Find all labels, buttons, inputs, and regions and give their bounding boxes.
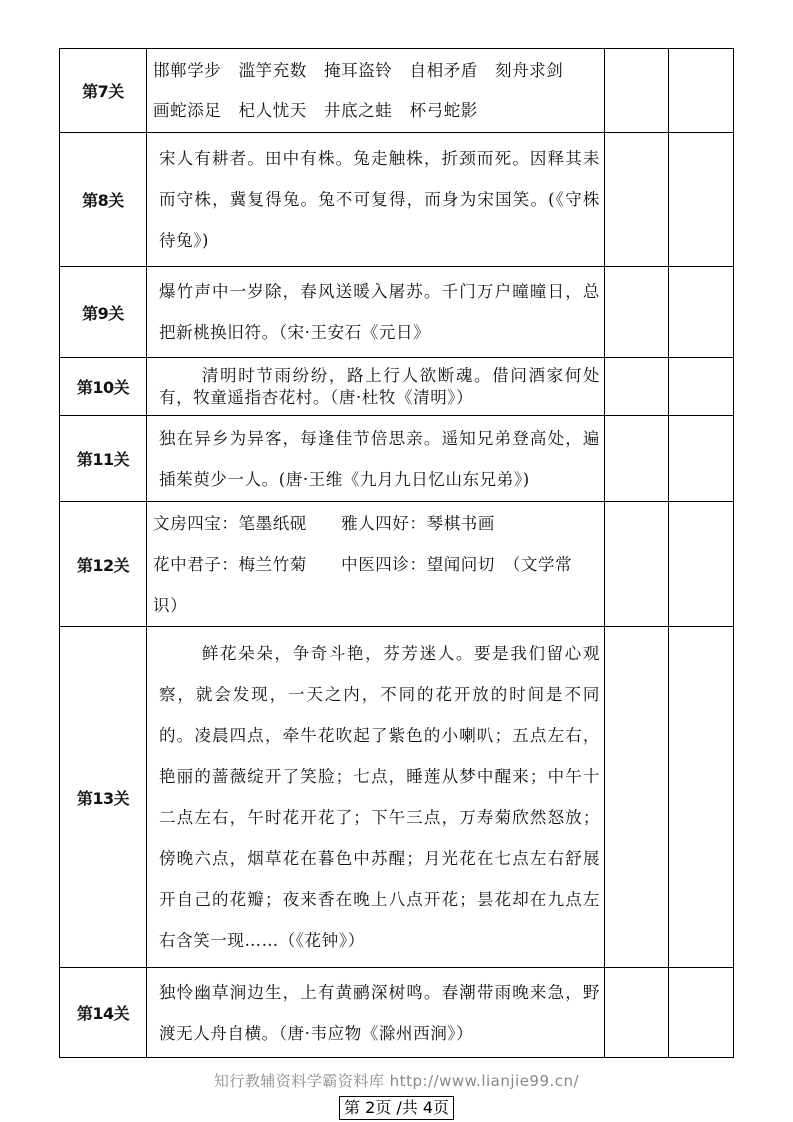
blank-cell	[605, 49, 669, 133]
footer-watermark: 知行教辅资料学霸资料库 http://www.lianjie99.cn/	[213, 1072, 580, 1090]
level-label: 第8关	[60, 133, 147, 267]
table-row	[60, 49, 734, 133]
level-content: 独在异乡为异客，每逢佳节倍思亲。遥知兄弟登高处，遍插茱萸少一人。(唐·王维《九月九日忆山东兄弟》)	[147, 416, 605, 502]
blank-cell	[669, 502, 734, 627]
page-number-area	[0, 1096, 793, 1120]
blank-cell	[605, 267, 669, 358]
knowledge-line: 花中君子：梅兰竹菊 中医四诊：望闻问切 （文学常	[153, 554, 573, 574]
blank-cell	[605, 416, 669, 502]
level-content	[147, 49, 605, 133]
blank-cell	[605, 502, 669, 627]
blank-cell	[605, 133, 669, 267]
level-content	[147, 502, 605, 627]
level-label: 第13关	[60, 627, 147, 968]
level-content: 独怜幽草涧边生，上有黄鹂深树鸣。春潮带雨晚来急，野渡无人舟自横。（唐·韦应物《滁州西涧》）	[147, 968, 605, 1058]
blank-cell	[605, 968, 669, 1058]
blank-cell	[669, 267, 734, 358]
table-row	[60, 267, 734, 358]
blank-cell	[669, 627, 734, 968]
table-row	[60, 968, 734, 1058]
level-label: 第10关	[60, 358, 147, 416]
table-row	[60, 502, 734, 627]
blank-cell	[605, 358, 669, 416]
blank-cell	[605, 627, 669, 968]
idiom-line: 邯郸学步 滥竽充数 掩耳盗铃 自相矛盾 刻舟求剑	[153, 60, 564, 80]
level-content: 鲜花朵朵，争奇斗艳，芬芳迷人。要是我们留心观察，就会发现，一天之内，不同的花开放的时间是不同的。凌晨四点，牵牛花吹起了紫色的小喇叭；五点左右，艳丽的蔷薇绽开了笑脸；七点，睡莲从梦中醒来；中午十二点左右，午时花开花了；下午三点，万寿菊欣然怒放；傍晚六点，烟草花在暮色中苏醒；月光花在七点左右舒展开自己的花瓣；夜来香在晚上八点开花；昙花却在九点左右含笑一现……（《花钟》）	[147, 627, 605, 968]
table-row	[60, 358, 734, 416]
level-label: 第12关	[60, 502, 147, 627]
level-content: 清明时节雨纷纷，路上行人欲断魂。借问酒家何处有，牧童遥指杏花村。（唐·杜牧《清明》）	[147, 358, 605, 416]
level-content: 宋人有耕者。田中有株。兔走触株，折颈而死。因释其耒而守株，冀复得兔。兔不可复得，而身为宋国笑。(《守株待兔》)	[147, 133, 605, 267]
level-label: 第14关	[60, 968, 147, 1058]
blank-cell	[669, 49, 734, 133]
table-row	[60, 416, 734, 502]
table-row	[60, 627, 734, 968]
blank-cell	[669, 133, 734, 267]
level-label: 第11关	[60, 416, 147, 502]
blank-cell	[669, 968, 734, 1058]
knowledge-line: 识）	[153, 595, 188, 615]
knowledge-line: 文房四宝：笔墨纸砚 雅人四好：琴棋书画	[153, 513, 495, 533]
level-content: 爆竹声中一岁除，春风送暖入屠苏。千门万户曈曈日，总把新桃换旧符。（宋·王安石《元日》	[147, 267, 605, 358]
blank-cell	[669, 416, 734, 502]
level-label: 第7关	[60, 49, 147, 133]
table-row	[60, 133, 734, 267]
blank-cell	[669, 358, 734, 416]
level-label: 第9关	[60, 267, 147, 358]
level-table	[59, 48, 734, 1058]
idiom-line: 画蛇添足 杞人忧天 井底之蛙 杯弓蛇影	[153, 100, 478, 120]
page-number: 第 2页 /共 4页	[339, 1096, 454, 1120]
